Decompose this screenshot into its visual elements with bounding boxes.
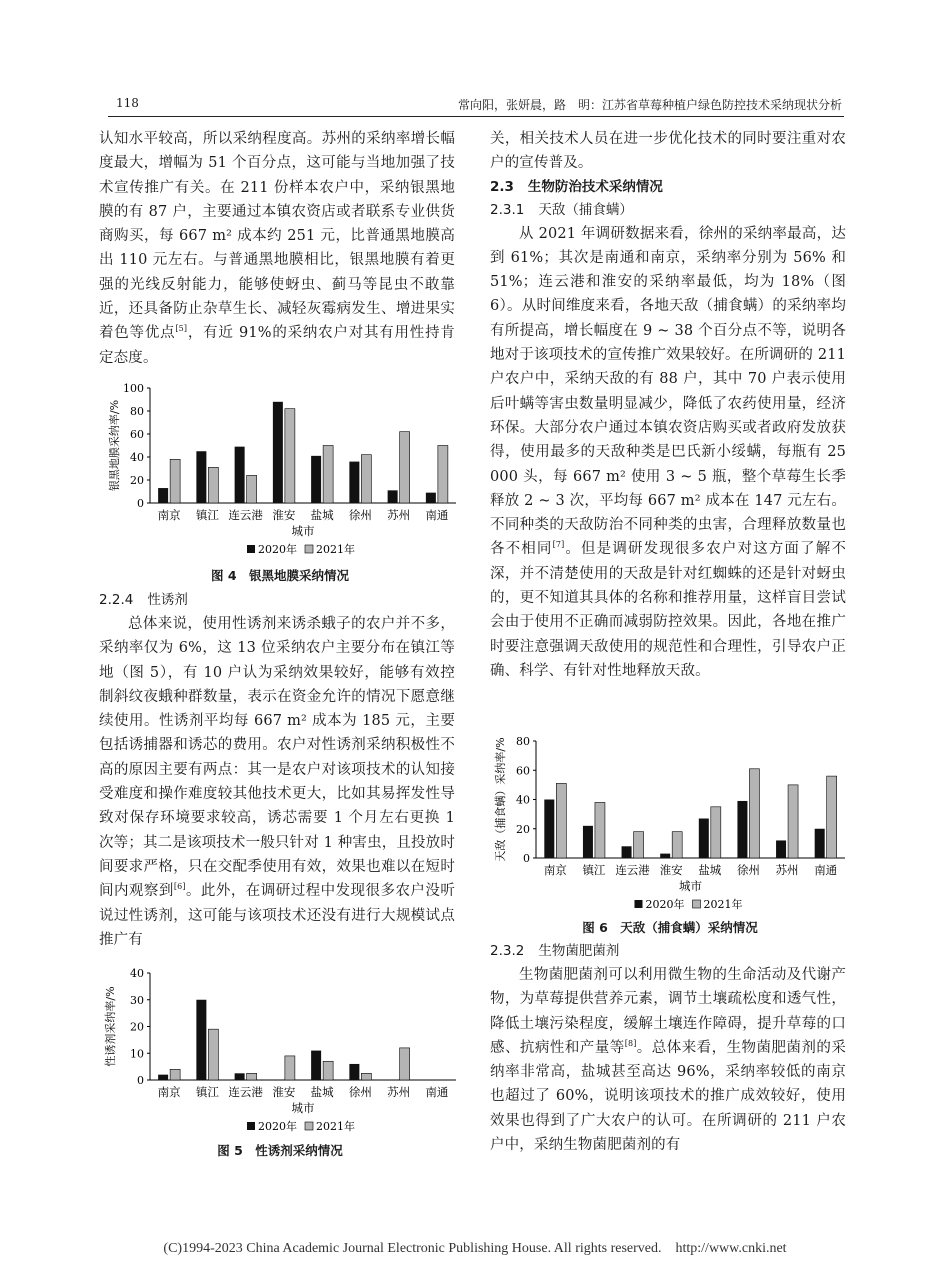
figure-5-caption: 图 5 性诱剂采纳情况 xyxy=(217,1143,343,1158)
bar-2021 xyxy=(827,776,837,858)
section-2-3-heading: 2.3 生物防治技术采纳情况 xyxy=(490,178,663,195)
x-tick-label: 南通 xyxy=(425,1085,449,1099)
y-tick-label: 0 xyxy=(523,852,530,865)
bar-2021 xyxy=(595,802,605,858)
page-number: 118 xyxy=(116,96,139,110)
bar-2021 xyxy=(361,1073,371,1080)
x-tick-label: 南京 xyxy=(157,508,181,522)
legend-swatch-2020 xyxy=(247,1122,255,1130)
y-tick-label: 30 xyxy=(130,993,144,1007)
bar-2021 xyxy=(323,1061,333,1080)
bar-2020 xyxy=(349,1064,359,1080)
y-tick-label: 20 xyxy=(130,1020,144,1034)
x-tick-label: 淮安 xyxy=(272,508,296,522)
bar-2020 xyxy=(235,1073,245,1080)
x-tick-label: 南京 xyxy=(157,1085,181,1099)
left-paragraph-1: 认知水平较高，所以采纳程度高。苏州的采纳率增长幅度最大，增幅为 51 个百分点，这可能与当地加强了技术宣传推广有关。在 211 份样本农户中，采纳银黑地膜的有 87 户，主要通过本镇农资店或者联系专业供货商购买，每 667 m² 成本约 251 元，比普通黑地膜高出 110 元左右。与普通黑地膜相比，银黑地膜有着更强的光线反射能力，能够使蚜虫、蓟马等昆虫不敢靠近，还具备防止杂草生长、减轻灰霉病发生、增进果实着色等优点[5]，有近 91%的采纳农户对其有用性持肯定态度。 xyxy=(99,131,456,366)
right-column-bottom xyxy=(490,940,846,1157)
bar-2020 xyxy=(737,801,747,858)
bar-2020 xyxy=(158,488,168,503)
y-tick-label: 80 xyxy=(516,735,530,748)
right-paragraph-2: 从 2021 年调研数据来看，徐州的采纳率最高，达到 61%；其次是南通和南京，采纳率分别为 56% 和 51%；连云港和淮安的采纳率最低，均为 18%（图 6）。从时间维度来看，各地天敌（捕食螨）的采纳率均有所提高，增长幅度在 9 ~ 38 个百分点不等，说明各地对于该项技术的宣传推广效果较好。在所调研的 211 户农户中，采纳天敌的有 88 户，其中 70 户表示使用后叶螨等害虫数量明显减少，降低了农药使用量，经济环保。大部分农户通过本镇农资店购买或者政府发放获得，使用最多的天敌种类是巴氏新小绥螨，每瓶有 25 000 头，每 667 m² 使用 3 ~ 5 瓶，整个草莓生长季释放 2 ~ 3 次，平均每 667 m² 成本在 147 元左右。不同种类的天敌防治不同种类的虫害，合理释放数量也各不相同[7]。但是调研发现很多农户对这方面了解不深，并不清楚使用的天敌是针对红蜘蛛的还是针对蚜虫的，更不知道其具体的名称和推荐用量，这样盲目尝试会由于使用不正确而减弱防控效果。因此，各地在推广时要注意强调天敌使用的规范性和合理性，引导农户正确、科学、有针对性地释放天敌。 xyxy=(490,225,846,679)
legend-label-2021: 2021年 xyxy=(316,1120,355,1133)
section-2-3-1-heading: 2.3.1 天敌（捕食螨） xyxy=(490,201,633,218)
bar-2020 xyxy=(235,447,245,503)
copyright-footer: (C)1994-2023 China Academic Journal Electronic Publishing House. All rights reserved. http://www.cnki.net xyxy=(163,1241,787,1256)
legend-swatch-2021 xyxy=(693,900,701,908)
y-axis-label: 银黑地膜采纳率/% xyxy=(108,399,121,492)
bar-2021 xyxy=(247,1073,257,1080)
bar-2020 xyxy=(776,840,786,858)
bar-2020 xyxy=(388,490,398,503)
citation: [7] xyxy=(552,540,565,550)
y-tick-label: 0 xyxy=(137,497,144,510)
y-tick-label: 60 xyxy=(516,764,530,778)
y-axis-label: 性诱剂采纳率/% xyxy=(104,986,117,1067)
x-tick-label: 南通 xyxy=(425,508,449,522)
bar-2020 xyxy=(273,402,283,503)
bar-2021 xyxy=(361,455,371,503)
x-tick-label: 苏州 xyxy=(775,863,799,877)
left-paragraph-2: 总体来说，使用性诱剂来诱杀蛾子的农户并不多，采纳率仅为 6%，这 13 位采纳农户主要分布在镇江等地（图 5），有 10 户认为采纳效果较好，能够有效控制斜纹夜蛾种群数量，表示在资金允许的情况下愿意继续使用。性诱剂平均每 667 m² 成本为 185 元，主要包括诱捕器和诱芯的费用。农户对性诱剂采纳积极性不高的原因主要有两点：其一是农户对该项技术的认知接受难度和操作难度较其他技术更大，比如其易挥发性导致对保存环境要求较高，诱芯需要 1 个月左右更换 1 次等；其二是该项技术一般只针对 1 种害虫，且投放时间要求严格，只在交配季使用有效，效果也难以在短时间内观察到[6]。此外，在调研过程中发现很多农户没听说过性诱剂，这可能与该项技术还没有进行大规模试点推广有 xyxy=(99,616,455,948)
y-tick-label: 100 xyxy=(123,382,144,395)
bar-2021 xyxy=(634,832,644,858)
x-tick-label: 盐城 xyxy=(310,508,334,522)
x-axis-label: 城市 xyxy=(291,524,315,538)
bar-2021 xyxy=(749,769,759,858)
bar-2020 xyxy=(311,456,321,503)
figure-4-caption: 图 4 银黑地膜采纳情况 xyxy=(210,568,350,583)
figure-5-chart xyxy=(96,965,464,1137)
y-tick-label: 40 xyxy=(130,451,144,464)
header-rule xyxy=(108,116,844,117)
bar-2021 xyxy=(285,409,295,503)
figure-6-caption: 图 6 天敌（捕食螨）采纳情况 xyxy=(582,920,758,935)
legend-label-2020: 2020年 xyxy=(645,898,685,911)
legend-swatch-2021 xyxy=(305,1122,313,1130)
x-tick-label: 连云港 xyxy=(615,863,650,877)
left-column-bottom xyxy=(99,589,455,952)
section-2-2-4-heading: 2.2.4 性诱剂 xyxy=(99,592,188,608)
figure-4-chart xyxy=(96,378,464,562)
x-tick-label: 南通 xyxy=(814,863,838,877)
y-tick-label: 80 xyxy=(130,405,144,418)
x-tick-label: 南京 xyxy=(543,863,567,877)
bar-2020 xyxy=(158,1075,168,1080)
bar-2020 xyxy=(349,462,359,503)
bar-2021 xyxy=(247,475,257,503)
right-paragraph-1: 关，相关技术人员在进一步优化技术的同时要注重对农户的宣传普及。 xyxy=(490,131,846,172)
bar-2021 xyxy=(788,785,798,858)
x-tick-label: 淮安 xyxy=(272,1085,296,1099)
bar-2021 xyxy=(438,446,448,504)
bar-2020 xyxy=(660,854,670,858)
x-axis-label: 城市 xyxy=(291,1101,315,1115)
bar-2021 xyxy=(711,807,721,858)
legend-swatch-2020 xyxy=(635,900,643,908)
x-tick-label: 连云港 xyxy=(228,1085,263,1099)
bar-2020 xyxy=(622,846,632,858)
bar-2020 xyxy=(196,451,206,503)
x-tick-label: 镇江 xyxy=(195,508,219,522)
bar-2021 xyxy=(170,1069,180,1080)
right-paragraph-3: 生物菌肥菌剂可以利用微生物的生命活动及代谢产物，为草莓提供营养元素，调节土壤疏松度和透气性，降低土壤污染程度，缓解土壤连作障碍，提升草莓的口感、抗病性和产量等[8]。总体来看，生物菌肥菌剂的采纳率非常高，盐城甚至高达 96%，采纳率较低的南京也超过了 60%，说明该项技术的推广成效较好，使用效果也得到了广大农户的认可。在所调研的 211 户农户中，采纳生物菌肥菌剂的有 xyxy=(490,967,846,1154)
legend-label-2020: 2020年 xyxy=(258,1120,297,1133)
bar-2021 xyxy=(672,832,682,858)
y-tick-label: 0 xyxy=(137,1074,144,1087)
bar-2021 xyxy=(208,467,218,503)
legend-label-2021: 2021年 xyxy=(316,543,355,556)
bar-2020 xyxy=(426,493,436,503)
bar-2021 xyxy=(208,1029,218,1080)
y-tick-label: 40 xyxy=(130,967,144,980)
citation: [8] xyxy=(624,1039,637,1049)
bar-2021 xyxy=(556,783,566,858)
x-tick-label: 苏州 xyxy=(387,508,411,522)
y-axis-label: 天敌（捕食螨）采纳率/% xyxy=(494,737,507,862)
x-tick-label: 徐州 xyxy=(348,1085,372,1099)
x-tick-label: 镇江 xyxy=(582,863,606,877)
x-tick-label: 苏州 xyxy=(387,1085,411,1099)
y-tick-label: 20 xyxy=(516,822,530,836)
y-tick-label: 10 xyxy=(130,1047,144,1061)
x-tick-label: 镇江 xyxy=(195,1085,219,1099)
bar-2021 xyxy=(400,1048,410,1080)
citation: [5] xyxy=(175,324,188,334)
legend-swatch-2021 xyxy=(305,545,313,553)
figure-6-chart xyxy=(490,733,850,913)
bar-2020 xyxy=(196,1000,206,1080)
section-2-3-2-heading: 2.3.2 生物菌肥菌剂 xyxy=(490,943,620,959)
running-title: 常向阳，张妍晨，路 明：江苏省草莓种植户绿色防控技术采纳现状分析 xyxy=(457,98,842,112)
legend-swatch-2020 xyxy=(247,545,255,553)
bar-2020 xyxy=(583,826,593,858)
x-tick-label: 徐州 xyxy=(348,508,372,522)
right-column-top xyxy=(490,127,846,683)
y-tick-label: 40 xyxy=(516,793,530,807)
bar-2020 xyxy=(699,819,709,858)
x-axis-label: 城市 xyxy=(679,879,702,893)
citation: [6] xyxy=(173,882,186,892)
x-tick-label: 盐城 xyxy=(698,863,722,877)
y-tick-label: 20 xyxy=(130,474,144,487)
bar-2021 xyxy=(400,432,410,503)
legend-label-2021: 2021年 xyxy=(703,898,743,911)
bar-2021 xyxy=(323,446,333,504)
legend-label-2020: 2020年 xyxy=(258,543,297,556)
left-column-top xyxy=(99,127,455,370)
bar-2020 xyxy=(544,800,554,859)
x-tick-label: 盐城 xyxy=(310,1085,334,1099)
bar-2020 xyxy=(311,1051,321,1080)
x-tick-label: 淮安 xyxy=(659,863,683,877)
bar-2021 xyxy=(285,1056,295,1080)
bar-2020 xyxy=(815,829,825,858)
x-tick-label: 连云港 xyxy=(228,508,263,522)
x-tick-label: 徐州 xyxy=(736,863,760,877)
y-tick-label: 60 xyxy=(130,428,144,441)
bar-2021 xyxy=(170,459,180,503)
